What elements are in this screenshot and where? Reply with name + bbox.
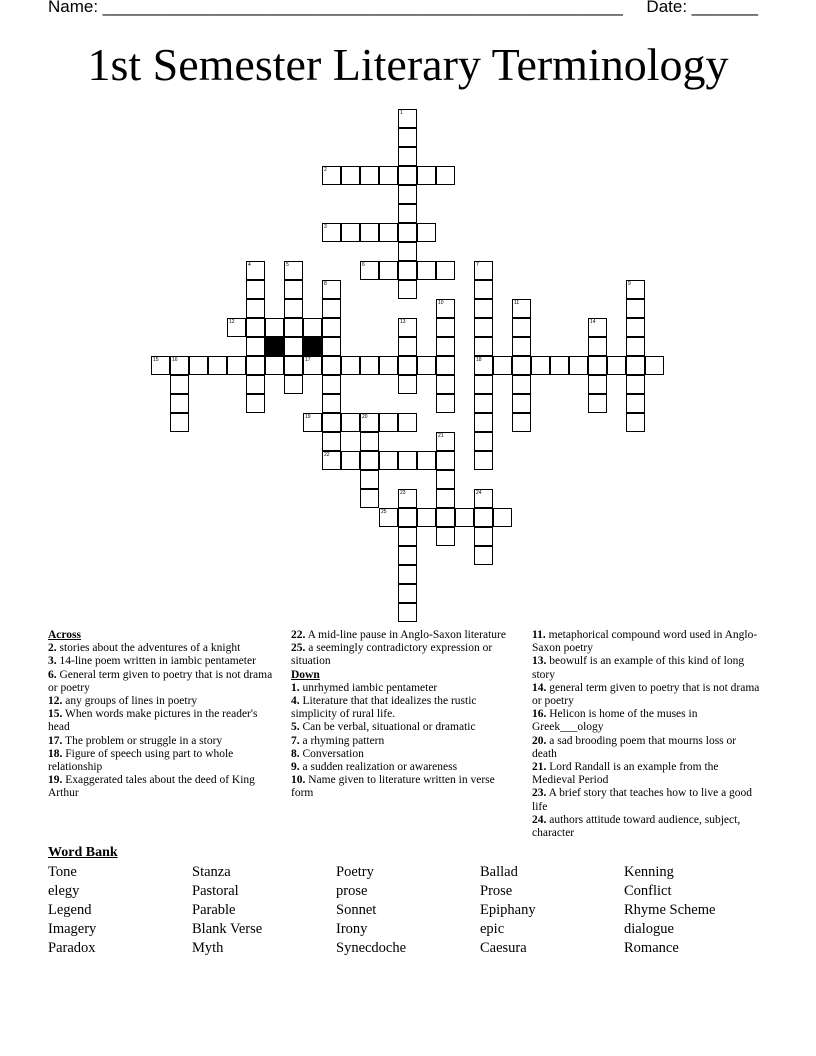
clue-number-label: 10 bbox=[438, 300, 444, 306]
word-bank-item: Synecdoche bbox=[336, 940, 407, 956]
word-bank-item: Legend bbox=[48, 902, 92, 918]
crossword-cell[interactable] bbox=[512, 318, 531, 337]
page-title: 1st Semester Literary Terminology bbox=[87, 39, 729, 90]
clue-text: metaphorical compound word used in Anglo-Saxon poetry bbox=[532, 629, 758, 655]
word-bank-item: Parable bbox=[192, 902, 236, 918]
crossword-cell[interactable] bbox=[398, 451, 417, 470]
crossword-cell[interactable] bbox=[284, 280, 303, 299]
clue-text: a sad brooding poem that mourns loss or death bbox=[532, 734, 737, 760]
crossword-cell[interactable] bbox=[398, 584, 417, 603]
clue-down-16 bbox=[532, 708, 760, 734]
crossword-cell[interactable] bbox=[170, 356, 189, 375]
crossword-cell[interactable] bbox=[436, 470, 455, 489]
crossword-cell[interactable] bbox=[436, 299, 455, 318]
crossword-cell[interactable] bbox=[436, 394, 455, 413]
clue-number-label: 12 bbox=[229, 319, 235, 325]
crossword-cell[interactable] bbox=[322, 413, 341, 432]
clue-text: The problem or struggle in a story bbox=[65, 734, 223, 747]
clue-number: 10. bbox=[291, 774, 306, 787]
word-bank-item: prose bbox=[336, 883, 368, 899]
clue-number-label: 9 bbox=[628, 281, 631, 287]
crossword-cell[interactable] bbox=[398, 280, 417, 299]
clue-text: stories about the adventures of a knight bbox=[59, 642, 241, 655]
clue-text: a sudden realization or awareness bbox=[302, 761, 458, 774]
crossword-cell[interactable] bbox=[284, 337, 303, 356]
clue-number: 15. bbox=[48, 708, 63, 721]
clue-text: any groups of lines in poetry bbox=[65, 695, 198, 708]
across-heading: Across bbox=[48, 629, 82, 641]
crossword-cell[interactable] bbox=[341, 451, 360, 470]
crossword-cell[interactable] bbox=[626, 394, 645, 413]
crossword-cell[interactable] bbox=[398, 261, 417, 280]
crossword-cell[interactable] bbox=[398, 546, 417, 565]
clue-number-label: 1 bbox=[400, 110, 403, 116]
crossword-cell[interactable] bbox=[341, 356, 360, 375]
crossword-cell[interactable] bbox=[303, 356, 322, 375]
crossword-cell[interactable] bbox=[379, 451, 398, 470]
crossword-cell[interactable] bbox=[398, 527, 417, 546]
clue-number: 9. bbox=[291, 761, 300, 774]
crossword-cell[interactable] bbox=[398, 128, 417, 147]
crossword-cell[interactable] bbox=[626, 299, 645, 318]
crossword-cell[interactable] bbox=[588, 318, 607, 337]
crossword-cell[interactable] bbox=[360, 413, 379, 432]
clue-text: When words make pictures in the reader's head bbox=[48, 708, 258, 734]
clue-down-24 bbox=[532, 814, 760, 840]
clue-number-label: 13 bbox=[400, 319, 406, 325]
crossword-cell[interactable] bbox=[379, 223, 398, 242]
clue-down-4 bbox=[291, 695, 519, 721]
crossword-cell[interactable] bbox=[170, 413, 189, 432]
clue-across-18 bbox=[48, 748, 276, 774]
clue-down-1 bbox=[291, 682, 519, 695]
word-bank-item: Paradox bbox=[48, 940, 96, 956]
crossword-cell[interactable] bbox=[303, 413, 322, 432]
clues-column-1 bbox=[48, 629, 276, 801]
crossword-cell[interactable] bbox=[417, 166, 436, 185]
word-bank-item: Rhyme Scheme bbox=[624, 902, 716, 918]
crossword-cell[interactable] bbox=[474, 299, 493, 318]
clue-text: General term given to poetry that is not drama or poetry bbox=[48, 668, 273, 694]
clue-number-label: 25 bbox=[381, 509, 387, 515]
crossword-cell[interactable] bbox=[474, 394, 493, 413]
clue-text: Literature that that idealizes the rustic simplicity of rural life. bbox=[291, 695, 477, 721]
crossword-cell[interactable] bbox=[379, 166, 398, 185]
clue-down-5 bbox=[291, 721, 519, 734]
word-bank-item: Romance bbox=[624, 940, 679, 956]
word-bank-item: Irony bbox=[336, 921, 368, 937]
clue-down-7 bbox=[291, 735, 519, 748]
crossword-cell[interactable] bbox=[265, 318, 284, 337]
clue-number: 24. bbox=[532, 813, 547, 826]
crossword-cell[interactable] bbox=[360, 166, 379, 185]
crossword-cell[interactable] bbox=[474, 261, 493, 280]
crossword-cell[interactable] bbox=[588, 394, 607, 413]
crossword-cell[interactable] bbox=[284, 261, 303, 280]
crossword-cell[interactable] bbox=[512, 413, 531, 432]
crossword-cell[interactable] bbox=[379, 508, 398, 527]
clue-number: 21. bbox=[532, 761, 547, 774]
clue-across-19 bbox=[48, 774, 276, 800]
clue-down-11 bbox=[532, 629, 760, 655]
word-bank-item: Prose bbox=[480, 883, 513, 899]
crossword-cell[interactable] bbox=[379, 261, 398, 280]
crossword-cell[interactable] bbox=[322, 394, 341, 413]
clue-across-25 bbox=[291, 642, 519, 668]
crossword-cell[interactable] bbox=[417, 451, 436, 470]
clue-text: a rhyming pattern bbox=[302, 734, 385, 747]
crossword-cell[interactable] bbox=[512, 394, 531, 413]
clue-number-label: 23 bbox=[400, 490, 406, 496]
word-bank-item: Poetry bbox=[336, 864, 374, 880]
crossword-cell[interactable] bbox=[246, 337, 265, 356]
clue-number: 12. bbox=[48, 695, 63, 708]
clue-number: 22. bbox=[291, 629, 306, 641]
crossword-cell[interactable] bbox=[474, 337, 493, 356]
crossword-cell[interactable] bbox=[360, 261, 379, 280]
clue-text: A mid-line pause in Anglo-Saxon literature bbox=[307, 629, 506, 641]
crossword-cell[interactable] bbox=[436, 318, 455, 337]
crossword-cell[interactable] bbox=[398, 356, 417, 375]
crossword-cell[interactable] bbox=[474, 432, 493, 451]
crossword-cell[interactable] bbox=[360, 432, 379, 451]
crossword-cell[interactable] bbox=[379, 356, 398, 375]
clue-number: 25. bbox=[291, 642, 306, 655]
crossword-cell[interactable] bbox=[170, 394, 189, 413]
clue-down-9 bbox=[291, 761, 519, 774]
word-bank-item: Imagery bbox=[48, 921, 97, 937]
crossword-cell[interactable] bbox=[246, 356, 265, 375]
crossword-cell[interactable] bbox=[474, 508, 493, 527]
crossword-cell[interactable] bbox=[246, 299, 265, 318]
clue-number-label: 8 bbox=[324, 281, 327, 287]
crossword-cell[interactable] bbox=[322, 375, 341, 394]
clue-number-label: 5 bbox=[286, 262, 289, 268]
crossword-cell[interactable] bbox=[474, 356, 493, 375]
word-bank-item: Stanza bbox=[192, 864, 231, 880]
crossword-cell[interactable] bbox=[303, 318, 322, 337]
crossword-cell[interactable] bbox=[322, 318, 341, 337]
clue-text: Name given to literature written in verse form bbox=[291, 774, 495, 800]
crossword-cell[interactable] bbox=[398, 242, 417, 261]
clue-number-label: 11 bbox=[514, 300, 520, 306]
clue-number-label: 7 bbox=[476, 262, 479, 268]
crossword-cell[interactable] bbox=[626, 356, 645, 375]
crossword-cell[interactable] bbox=[246, 280, 265, 299]
crossword-cell[interactable] bbox=[341, 413, 360, 432]
clue-down-21 bbox=[532, 761, 760, 787]
clues-column-2 bbox=[291, 629, 519, 801]
crossword-cell[interactable] bbox=[322, 432, 341, 451]
crossword-cell[interactable] bbox=[474, 489, 493, 508]
word-bank-item: dialogue bbox=[624, 921, 674, 937]
clue-number-label: 4 bbox=[248, 262, 251, 268]
crossword-cell[interactable] bbox=[455, 508, 474, 527]
crossword-cell[interactable] bbox=[417, 356, 436, 375]
crossword-cell[interactable] bbox=[398, 204, 417, 223]
crossword-cell[interactable] bbox=[474, 451, 493, 470]
crossword-block-cell bbox=[303, 337, 322, 356]
clue-number-label: 15 bbox=[153, 357, 159, 363]
clue-text: Can be verbal, situational or dramatic bbox=[302, 721, 476, 734]
crossword-cell[interactable] bbox=[607, 356, 626, 375]
clue-number: 1. bbox=[291, 681, 300, 694]
crossword-cell[interactable] bbox=[227, 356, 246, 375]
clue-across-2 bbox=[48, 642, 276, 655]
crossword-cell[interactable] bbox=[208, 356, 227, 375]
crossword-cell[interactable] bbox=[588, 356, 607, 375]
crossword-cell[interactable] bbox=[398, 337, 417, 356]
clue-text: general term given to poetry that is not drama or poetry bbox=[532, 681, 760, 708]
clue-number: 11. bbox=[532, 629, 546, 641]
clue-number: 16. bbox=[532, 708, 547, 721]
clue-number-label: 24 bbox=[476, 490, 482, 496]
clue-down-10 bbox=[291, 774, 519, 800]
crossword-cell[interactable] bbox=[360, 223, 379, 242]
crossword-cell[interactable] bbox=[436, 451, 455, 470]
crossword-cell[interactable] bbox=[569, 356, 588, 375]
crossword-cell[interactable] bbox=[265, 356, 284, 375]
crossword-cell[interactable] bbox=[398, 413, 417, 432]
crossword-cell[interactable] bbox=[474, 375, 493, 394]
word-bank-item: Conflict bbox=[624, 883, 672, 899]
crossword-cell[interactable] bbox=[436, 489, 455, 508]
clue-number-label: 3 bbox=[324, 224, 327, 230]
clue-number: 14. bbox=[532, 681, 547, 694]
crossword-cell[interactable] bbox=[398, 223, 417, 242]
crossword-cell[interactable] bbox=[474, 318, 493, 337]
clue-number: 13. bbox=[532, 655, 547, 668]
clue-across-17 bbox=[48, 735, 276, 748]
word-bank-item: Epiphany bbox=[480, 902, 536, 918]
clue-number: 18. bbox=[48, 747, 63, 760]
crossword-cell[interactable] bbox=[284, 299, 303, 318]
clue-number-label: 22 bbox=[324, 452, 330, 458]
crossword-cell[interactable] bbox=[645, 356, 664, 375]
clue-number: 7. bbox=[291, 734, 300, 747]
crossword-cell[interactable] bbox=[189, 356, 208, 375]
crossword-cell[interactable] bbox=[151, 356, 170, 375]
crossword-cell[interactable] bbox=[436, 261, 455, 280]
clue-down-8 bbox=[291, 748, 519, 761]
crossword-cell[interactable] bbox=[626, 337, 645, 356]
crossword-cell[interactable] bbox=[417, 508, 436, 527]
clue-number: 19. bbox=[48, 774, 63, 787]
crossword-cell[interactable] bbox=[398, 109, 417, 128]
word-bank-item: Pastoral bbox=[192, 883, 239, 899]
crossword-cell[interactable] bbox=[626, 280, 645, 299]
crossword-cell[interactable] bbox=[227, 318, 246, 337]
crossword-cell[interactable] bbox=[360, 451, 379, 470]
crossword-cell[interactable] bbox=[512, 337, 531, 356]
crossword-cell[interactable] bbox=[512, 375, 531, 394]
crossword-cell[interactable] bbox=[436, 527, 455, 546]
clue-number-label: 6 bbox=[362, 262, 365, 268]
crossword-cell[interactable] bbox=[398, 508, 417, 527]
word-bank-item: Ballad bbox=[480, 864, 518, 880]
crossword-cell[interactable] bbox=[284, 318, 303, 337]
crossword-cell[interactable] bbox=[626, 375, 645, 394]
crossword-cell[interactable] bbox=[360, 489, 379, 508]
clue-number-label: 19 bbox=[305, 414, 311, 420]
clue-text: Exaggerated tales about the deed of King Arthur bbox=[48, 774, 255, 800]
clue-text: authors attitude toward audience, subject, character bbox=[532, 813, 741, 840]
clue-number: 17. bbox=[48, 734, 63, 747]
clue-number: 6. bbox=[48, 668, 57, 681]
crossword-cell[interactable] bbox=[360, 470, 379, 489]
clue-across-6 bbox=[48, 669, 276, 695]
crossword-cell[interactable] bbox=[436, 432, 455, 451]
clue-across-15 bbox=[48, 708, 276, 734]
clue-text: Helicon is home of the muses in Greek___ology bbox=[532, 708, 698, 734]
clue-text: Conversation bbox=[302, 747, 364, 760]
crossword-cell[interactable] bbox=[512, 299, 531, 318]
crossword-cell[interactable] bbox=[341, 166, 360, 185]
crossword-cell[interactable] bbox=[341, 223, 360, 242]
crossword-cell[interactable] bbox=[531, 356, 550, 375]
word-bank-item: Caesura bbox=[480, 940, 527, 956]
clue-number: 5. bbox=[291, 721, 300, 734]
clue-number-label: 14 bbox=[590, 319, 596, 325]
crossword-cell[interactable] bbox=[284, 375, 303, 394]
crossword-cell[interactable] bbox=[474, 527, 493, 546]
clue-across-22 bbox=[291, 629, 519, 642]
crossword-cell[interactable] bbox=[322, 337, 341, 356]
crossword-cell[interactable] bbox=[436, 166, 455, 185]
crossword-cell[interactable] bbox=[322, 280, 341, 299]
clue-number: 3. bbox=[48, 655, 57, 668]
clue-number: 23. bbox=[532, 787, 547, 800]
crossword-cell[interactable] bbox=[284, 356, 303, 375]
clue-number: 8. bbox=[291, 747, 300, 760]
crossword-cell[interactable] bbox=[493, 508, 512, 527]
clue-text: a seemingly contradictory expression or situation bbox=[291, 642, 493, 668]
word-bank-heading: Word Bank bbox=[48, 845, 118, 860]
clue-text: unrhymed iambic pentameter bbox=[302, 681, 438, 694]
down-heading: Down bbox=[291, 668, 320, 681]
crossword-cell[interactable] bbox=[436, 375, 455, 394]
clue-down-14 bbox=[532, 682, 760, 708]
crossword-cell[interactable] bbox=[322, 451, 341, 470]
crossword-cell[interactable] bbox=[246, 261, 265, 280]
crossword-cell[interactable] bbox=[246, 375, 265, 394]
crossword-cell[interactable] bbox=[398, 603, 417, 622]
crossword-cell[interactable] bbox=[398, 147, 417, 166]
clue-number-label: 16 bbox=[172, 357, 178, 363]
crossword-cell[interactable] bbox=[417, 223, 436, 242]
crossword-cell[interactable] bbox=[436, 356, 455, 375]
clue-number: 20. bbox=[532, 734, 547, 747]
crossword-cell[interactable] bbox=[322, 356, 341, 375]
crossword-cell[interactable] bbox=[360, 356, 379, 375]
clue-number-label: 17 bbox=[305, 357, 311, 363]
word-bank-item: Sonnet bbox=[336, 902, 377, 918]
word-bank-item: Myth bbox=[192, 940, 224, 956]
crossword-cell[interactable] bbox=[322, 299, 341, 318]
clue-text: Lord Randall is an example from the Medieval Period bbox=[532, 761, 719, 787]
crossword-cell[interactable] bbox=[474, 413, 493, 432]
crossword-cell[interactable] bbox=[474, 546, 493, 565]
crossword-cell[interactable] bbox=[398, 375, 417, 394]
clue-number-label: 18 bbox=[476, 357, 482, 363]
crossword-block-cell bbox=[265, 337, 284, 356]
crossword-cell[interactable] bbox=[474, 280, 493, 299]
clue-text: 14-line poem written in iambic pentameter bbox=[59, 655, 256, 668]
crossword-cell[interactable] bbox=[436, 337, 455, 356]
crossword-cell[interactable] bbox=[379, 413, 398, 432]
crossword-cell[interactable] bbox=[436, 508, 455, 527]
clue-text: Figure of speech using part to whole relationship bbox=[48, 747, 234, 774]
crossword-cell[interactable] bbox=[322, 166, 341, 185]
crossword-cell[interactable] bbox=[493, 356, 512, 375]
clue-number: 2. bbox=[48, 642, 57, 655]
crossword-cell[interactable] bbox=[398, 565, 417, 584]
clue-down-20 bbox=[532, 735, 760, 761]
clue-text: beowulf is an example of this kind of long story bbox=[532, 655, 745, 681]
clue-across-12 bbox=[48, 695, 276, 708]
clue-number-label: 2 bbox=[324, 167, 327, 173]
crossword-cell[interactable] bbox=[626, 413, 645, 432]
crossword-cell[interactable] bbox=[588, 337, 607, 356]
word-bank-item: Tone bbox=[48, 864, 77, 880]
clue-down-23 bbox=[532, 787, 760, 813]
name-date-line: Name: _______________________________________________________ Date: _______ bbox=[48, 0, 758, 16]
crossword-cell[interactable] bbox=[246, 394, 265, 413]
word-bank-item: Blank Verse bbox=[192, 921, 263, 937]
crossword-cell[interactable] bbox=[398, 318, 417, 337]
crossword-cell[interactable] bbox=[170, 375, 189, 394]
word-bank-item: epic bbox=[480, 921, 505, 937]
clues-column-3 bbox=[532, 629, 760, 840]
clue-down-13 bbox=[532, 655, 760, 681]
crossword-cell[interactable] bbox=[550, 356, 569, 375]
crossword-cell[interactable] bbox=[322, 223, 341, 242]
clue-number-label: 20 bbox=[362, 414, 368, 420]
crossword-cell[interactable] bbox=[398, 166, 417, 185]
crossword-cell[interactable] bbox=[246, 318, 265, 337]
clue-across-3 bbox=[48, 655, 276, 668]
clue-text: A brief story that teaches how to live a good life bbox=[532, 787, 753, 813]
crossword-cell[interactable] bbox=[626, 318, 645, 337]
crossword-cell[interactable] bbox=[398, 185, 417, 204]
crossword-cell[interactable] bbox=[398, 489, 417, 508]
crossword-cell[interactable] bbox=[512, 356, 531, 375]
crossword-cell[interactable] bbox=[588, 375, 607, 394]
word-bank-item: Kenning bbox=[624, 864, 674, 880]
crossword-cell[interactable] bbox=[417, 261, 436, 280]
clue-number-label: 21 bbox=[438, 433, 444, 439]
clue-number: 4. bbox=[291, 695, 300, 708]
word-bank-item: elegy bbox=[48, 883, 80, 899]
